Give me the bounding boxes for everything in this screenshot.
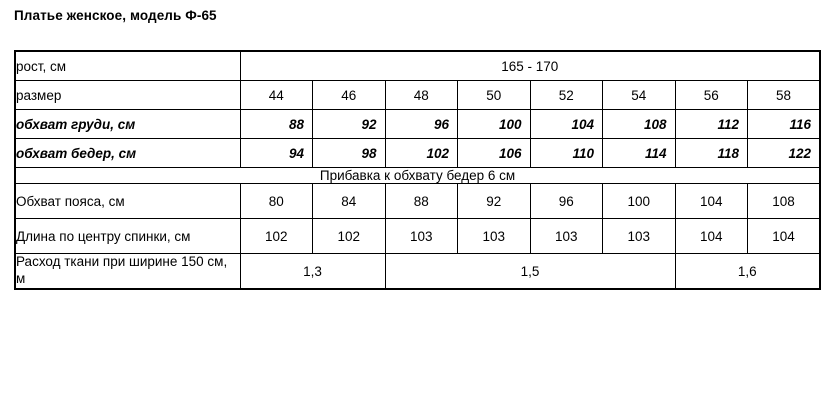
chest-value: 112	[675, 110, 748, 139]
waist-value: 84	[313, 184, 386, 219]
waist-value: 80	[240, 184, 313, 219]
table-row-fabric	[15, 254, 820, 290]
fabric-value: 1,5	[385, 254, 675, 290]
table-row-height	[15, 51, 820, 81]
hip-ease-note: Прибавка к обхвату бедер 6 см	[15, 168, 820, 184]
chest-value: 96	[385, 110, 458, 139]
size-value: 44	[240, 81, 313, 110]
size-value: 58	[748, 81, 821, 110]
size-value: 52	[530, 81, 603, 110]
fabric-value: 1,6	[675, 254, 820, 290]
chest-value: 116	[748, 110, 821, 139]
row-label-hips: обхват бедер, см	[15, 139, 240, 168]
hips-value: 118	[675, 139, 748, 168]
chest-value: 100	[458, 110, 531, 139]
waist-value: 88	[385, 184, 458, 219]
size-value: 56	[675, 81, 748, 110]
chest-value: 88	[240, 110, 313, 139]
back-length-value: 103	[458, 219, 531, 254]
waist-value: 96	[530, 184, 603, 219]
row-label-waist: Обхват пояса, см	[15, 184, 240, 219]
hips-value: 110	[530, 139, 603, 168]
waist-value: 100	[603, 184, 676, 219]
table-row-waist	[15, 184, 820, 219]
table-row-size	[15, 81, 820, 110]
back-length-value: 103	[385, 219, 458, 254]
row-label-size: размер	[15, 81, 240, 110]
hips-value: 122	[748, 139, 821, 168]
height-range-value: 165 - 170	[240, 51, 820, 81]
hips-value: 94	[240, 139, 313, 168]
back-length-value: 102	[240, 219, 313, 254]
waist-value: 108	[748, 184, 821, 219]
hips-value: 98	[313, 139, 386, 168]
row-label-back-length: Длина по центру спинки, см	[15, 219, 240, 254]
size-value: 50	[458, 81, 531, 110]
size-value: 46	[313, 81, 386, 110]
hips-value: 102	[385, 139, 458, 168]
waist-value: 92	[458, 184, 531, 219]
back-length-value: 102	[313, 219, 386, 254]
table-row-back-length	[15, 219, 820, 254]
table-row-chest	[15, 110, 820, 139]
chest-value: 92	[313, 110, 386, 139]
back-length-value: 103	[530, 219, 603, 254]
fabric-value: 1,3	[240, 254, 385, 290]
page-title: Платье женское, модель Ф-65	[14, 8, 217, 23]
chest-value: 108	[603, 110, 676, 139]
waist-value: 104	[675, 184, 748, 219]
size-value: 48	[385, 81, 458, 110]
back-length-value: 103	[603, 219, 676, 254]
row-label-fabric: Расход ткани при ширине 150 см, м	[15, 254, 240, 290]
table-row-banner	[15, 168, 820, 184]
size-spec-table	[14, 50, 821, 290]
hips-value: 114	[603, 139, 676, 168]
back-length-value: 104	[748, 219, 821, 254]
row-label-chest: обхват груди, см	[15, 110, 240, 139]
chest-value: 104	[530, 110, 603, 139]
table-row-hips	[15, 139, 820, 168]
spec-table-wrapper	[14, 50, 819, 290]
back-length-value: 104	[675, 219, 748, 254]
row-label-height: рост, см	[15, 51, 240, 81]
hips-value: 106	[458, 139, 531, 168]
size-value: 54	[603, 81, 676, 110]
